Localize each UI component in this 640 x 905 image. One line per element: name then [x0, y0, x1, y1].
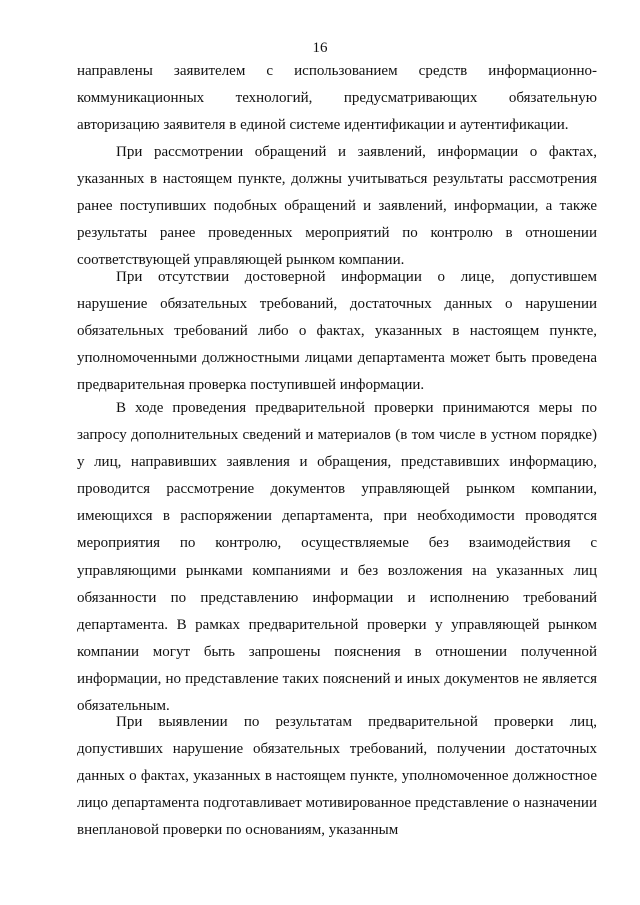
paragraph-block-1 — [77, 139, 597, 274]
paragraph-4: При выявлении по результатам предварительной проверки лиц, допустивших нарушение обязательных требований, получении достаточных данных о фактах, указанных в настоящем пункте, уполномоченное должностное лицо департамента подготавливает мотивированное представление о назначении внеплановой проверки по основаниям, указанным — [77, 714, 597, 839]
paragraph-block-3 — [77, 395, 597, 720]
paragraph-block-4 — [77, 709, 597, 844]
paragraph-3: В ходе проведения предварительной проверки принимаются меры по запросу дополнительных сведений и материалов (в том числе в устном порядке) у лиц, направивших заявления и обращения, представивших информацию, проводится рассмотрение документов управляющей рынком компании, имеющихся в распоряжении департамента, при необходимости проводятся мероприятия по контролю, осуществляемые без взаимодействия с управляющими рынками компаниями и без возложения на указанных лиц обязанности по представлению информации и исполнению требований департамента. В рамках предварительной проверки у управляющей рынком компании могут быть запрошены пояснения в отношении полученной информации, но представление таких пояснений и иных документов не является обязательным. — [77, 400, 597, 715]
lead-line-3: авторизацию заявителя в единой системе идентификации и аутентификации. — [77, 117, 569, 134]
paragraph-1: При рассмотрении обращений и заявлений, информации о фактах, указанных в настоящем пункте, должны учитываться результаты рассмотрения ранее поступивших подобных обращений и заявлений, информации, а также результаты ранее проведенных мероприятий по контролю в отношении соответствующей управляющей рынком компании. — [77, 144, 597, 269]
paragraph-2: При отсутствии достоверной информации о лице, допустившем нарушение обязательных требований, достаточных данных о нарушении обязательных требований либо о фактах, указанных в настоящем пункте, уполномоченными должностными лицами департамента может быть проведена предварительная проверка поступившей информации. — [77, 269, 597, 394]
paragraph-block-2 — [77, 264, 597, 399]
lead-line-2: коммуникационных технологий, предусматривающих обязательную — [77, 90, 597, 107]
lead-line-1: направлены заявителем с использованием средств информационно- — [77, 63, 597, 79]
page-number: 16 — [312, 40, 328, 56]
document-body — [77, 58, 597, 139]
